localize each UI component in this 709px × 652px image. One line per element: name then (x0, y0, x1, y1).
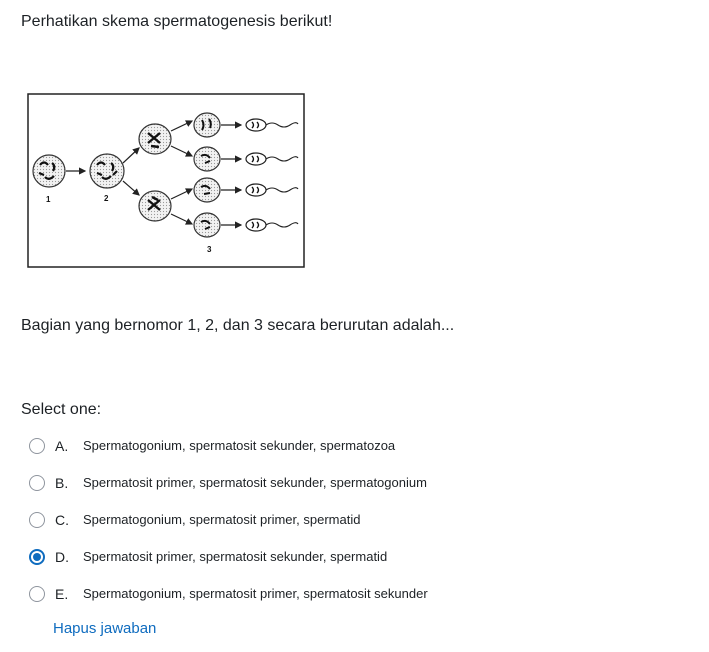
radio-c[interactable] (29, 512, 45, 528)
radio-a[interactable] (29, 438, 45, 454)
cell-1 (33, 155, 65, 187)
select-one-label: Select one: (21, 401, 102, 418)
answer-text: Spermatogonium, spermatosit primer, spermatid (83, 512, 361, 527)
figure-label-3: 3 (207, 245, 212, 254)
figure-label-2: 2 (104, 194, 109, 203)
spermatogenesis-diagram (27, 93, 305, 268)
cell-secondary-top (139, 124, 171, 154)
answer-letter: B. (55, 474, 69, 491)
answer-option-a[interactable] (28, 427, 688, 464)
answer-option-d[interactable] (28, 538, 688, 575)
question-instruction: Perhatikan skema spermatogenesis berikut! (21, 13, 333, 30)
answer-letter: D. (55, 548, 69, 565)
answer-options (28, 427, 688, 612)
answer-letter: A. (55, 437, 69, 454)
cell-2 (90, 154, 124, 188)
radio-b[interactable] (29, 475, 45, 491)
figure-label-1: 1 (46, 195, 51, 204)
answer-text: Spermatosit primer, spermatosit sekunder, spermatid (83, 549, 388, 564)
answer-text: Spermatosit primer, spermatosit sekunder, spermatogonium (83, 475, 427, 490)
answer-option-c[interactable] (28, 501, 688, 538)
clear-answer-link[interactable]: Hapus jawaban (53, 620, 157, 637)
answer-text: Spermatogonium, spermatosit primer, spermatosit sekunder (83, 586, 428, 601)
answer-option-b[interactable] (28, 464, 688, 501)
answer-text: Spermatogonium, spermatosit sekunder, spermatozoa (83, 438, 396, 453)
radio-e[interactable] (29, 586, 45, 602)
cell-secondary-bottom (139, 191, 171, 221)
answer-option-e[interactable] (28, 575, 688, 612)
radio-d[interactable] (29, 549, 45, 565)
answer-letter: E. (55, 585, 69, 602)
question-prompt: Bagian yang bernomor 1, 2, dan 3 secara berurutan adalah... (21, 317, 455, 334)
answer-letter: C. (55, 511, 69, 528)
